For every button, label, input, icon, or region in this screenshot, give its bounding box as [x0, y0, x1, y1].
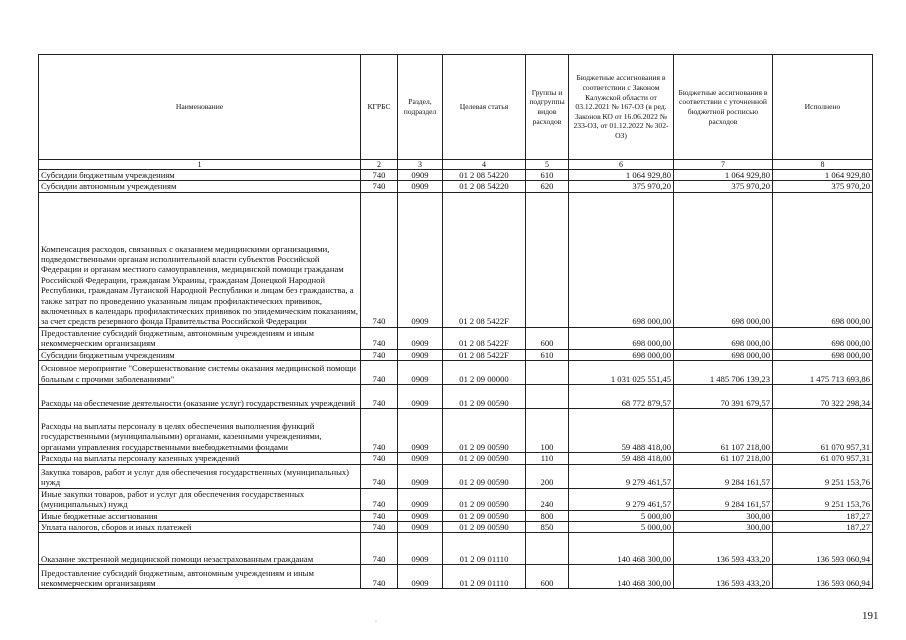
- row-ispolneno: 9 251 153,76: [773, 488, 873, 510]
- row-name: Иные бюджетные ассигнования: [39, 510, 361, 521]
- row-cel: 01 2 09 00590: [443, 385, 526, 409]
- row-budget-law: 9 279 461,57: [569, 488, 674, 510]
- table-row: [39, 409, 873, 453]
- row-name: Расходы на выплаты персоналу в целях обеспечения выполнения функций государственными (муниципальными) органами, казенными учреждениями, органами управления государственными внебюджетными фондами: [39, 409, 361, 453]
- row-razdel: 0909: [398, 565, 443, 589]
- row-ispolneno: 1 064 929,80: [773, 170, 873, 181]
- row-name: Закупка товаров, работ и услуг для обеспечения государственных (муниципальных) нужд: [39, 464, 361, 488]
- row-cel: 01 2 08 5422F: [443, 349, 526, 360]
- column-number: 4: [443, 160, 526, 170]
- table-row: [39, 488, 873, 510]
- row-ispolneno: 1 475 713 693,86: [773, 361, 873, 385]
- row-budget-law: 68 772 879,57: [569, 385, 674, 409]
- row-ispolneno: 70 322 298,34: [773, 385, 873, 409]
- row-kgrbs: 740: [361, 510, 398, 521]
- row-name: Уплата налогов, сборов и иных платежей: [39, 522, 361, 533]
- row-razdel: 0909: [398, 409, 443, 453]
- row-kgrbs: 740: [361, 453, 398, 464]
- row-kgrbs: 740: [361, 533, 398, 565]
- row-ispolneno: 698 000,00: [773, 192, 873, 327]
- row-kgrbs: 740: [361, 409, 398, 453]
- table-row: [39, 510, 873, 521]
- row-vr: 240: [526, 488, 569, 510]
- row-budget-law: 1 064 929,80: [569, 170, 674, 181]
- row-vr: 610: [526, 349, 569, 360]
- table-row: [39, 192, 873, 327]
- row-budget-utoch: 1 485 706 139,23: [674, 361, 773, 385]
- row-name: Иные закупки товаров, работ и услуг для обеспечения государственных (муниципальных) нужд: [39, 488, 361, 510]
- row-name: Расходы на выплаты персоналу казенных учреждений: [39, 453, 361, 464]
- row-budget-utoch: 61 107 218,00: [674, 453, 773, 464]
- row-ispolneno: 136 593 060,94: [773, 565, 873, 589]
- column-number: 3: [398, 160, 443, 170]
- row-name: Предоставление субсидий бюджетным, автономным учреждениям и иным некоммерческим организациям: [39, 565, 361, 589]
- row-budget-utoch: 61 107 218,00: [674, 409, 773, 453]
- row-budget-law: 1 031 025 551,45: [569, 361, 674, 385]
- row-budget-law: 698 000,00: [569, 327, 674, 349]
- row-ispolneno: 375 970,20: [773, 181, 873, 192]
- row-name: Субсидии бюджетным учреждениям: [39, 170, 361, 181]
- table-row: [39, 533, 873, 565]
- row-vr: 800: [526, 510, 569, 521]
- row-cel: 01 2 09 01110: [443, 533, 526, 565]
- row-name: Компенсация расходов, связанных с оказанием медицинскими организациями, подведомственными органам исполнительной власти субъектов Российской Федерации и органам местного самоуправления, медицинской помощи гражданам Российской Федерации, гражданам Украины, гражданам Донецкой Народной Республики, гражданам Луганской Народной Республики и лицам без гражданства, а также затрат по проведению указанным лицам профилактических прививок, включенных в календарь профилактических прививок по эпидемическим показаниям, за счет средств резервного фонда Правительства Российской Федерации: [39, 192, 361, 327]
- column-number-row: [39, 160, 873, 170]
- header-ispolneno: Исполнено: [773, 55, 873, 160]
- row-vr: 850: [526, 522, 569, 533]
- row-ispolneno: 136 593 060,94: [773, 533, 873, 565]
- row-kgrbs: 740: [361, 464, 398, 488]
- row-name: Субсидии бюджетным учреждениям: [39, 349, 361, 360]
- row-ispolneno: 187,27: [773, 522, 873, 533]
- table-row: [39, 327, 873, 349]
- row-kgrbs: 740: [361, 349, 398, 360]
- header-name: Наименование: [39, 55, 361, 160]
- row-cel: 01 2 08 54220: [443, 170, 526, 181]
- row-budget-law: 59 488 418,00: [569, 409, 674, 453]
- table-row: [39, 361, 873, 385]
- row-budget-law: 5 000,00: [569, 510, 674, 521]
- row-cel: 01 2 08 54220: [443, 181, 526, 192]
- row-razdel: 0909: [398, 533, 443, 565]
- header-row: [39, 55, 873, 160]
- table-row: [39, 385, 873, 409]
- row-name: Предоставление субсидий бюджетным, автономным учреждениям и иным некоммерческим организациям: [39, 327, 361, 349]
- table-row: [39, 453, 873, 464]
- row-budget-law: 59 488 418,00: [569, 453, 674, 464]
- row-kgrbs: 740: [361, 361, 398, 385]
- row-razdel: 0909: [398, 192, 443, 327]
- column-number: 2: [361, 160, 398, 170]
- row-razdel: 0909: [398, 385, 443, 409]
- row-cel: 01 2 09 00590: [443, 464, 526, 488]
- row-budget-utoch: 698 000,00: [674, 349, 773, 360]
- row-razdel: 0909: [398, 170, 443, 181]
- row-budget-law: 698 000,00: [569, 192, 674, 327]
- row-budget-utoch: 1 064 929,80: [674, 170, 773, 181]
- table-row: [39, 181, 873, 192]
- row-razdel: 0909: [398, 361, 443, 385]
- table-row: [39, 464, 873, 488]
- table-row: [39, 170, 873, 181]
- row-cel: 01 2 09 00590: [443, 488, 526, 510]
- row-razdel: 0909: [398, 464, 443, 488]
- row-name: Оказание экстренной медицинской помощи незастрахованным гражданам: [39, 533, 361, 565]
- header-razdel: Раздел, подраздел: [398, 55, 443, 160]
- row-ispolneno: 698 000,00: [773, 349, 873, 360]
- row-kgrbs: 740: [361, 522, 398, 533]
- header-kgrbs: КГРБС: [361, 55, 398, 160]
- row-kgrbs: 740: [361, 170, 398, 181]
- scan-mark: ·: [375, 619, 377, 625]
- row-budget-law: 698 000,00: [569, 349, 674, 360]
- row-name: Расходы на обеспечение деятельности (оказание услуг) государственных учреждений: [39, 385, 361, 409]
- row-ispolneno: 61 070 957,31: [773, 409, 873, 453]
- row-budget-utoch: 9 284 161,57: [674, 464, 773, 488]
- row-vr: 610: [526, 170, 569, 181]
- row-vr: 600: [526, 327, 569, 349]
- row-razdel: 0909: [398, 327, 443, 349]
- column-number: 1: [39, 160, 361, 170]
- header-cel: Целевая статья: [443, 55, 526, 160]
- column-number: 6: [569, 160, 674, 170]
- row-cel: 01 2 08 5422F: [443, 192, 526, 327]
- row-razdel: 0909: [398, 522, 443, 533]
- row-vr: 600: [526, 565, 569, 589]
- row-vr: 110: [526, 453, 569, 464]
- row-budget-law: 140 468 300,00: [569, 565, 674, 589]
- row-vr: 200: [526, 464, 569, 488]
- row-budget-law: 5 000,00: [569, 522, 674, 533]
- row-cel: 01 2 09 00590: [443, 522, 526, 533]
- row-kgrbs: 740: [361, 327, 398, 349]
- row-razdel: 0909: [398, 453, 443, 464]
- row-budget-utoch: 136 593 433,20: [674, 565, 773, 589]
- row-name: Субсидии автономным учреждениям: [39, 181, 361, 192]
- row-budget-law: 9 279 461,57: [569, 464, 674, 488]
- column-number: 5: [526, 160, 569, 170]
- row-name: Основное мероприятие "Совершенствование системы оказания медицинской помощи больным с прочими заболеваниями": [39, 361, 361, 385]
- row-budget-utoch: 136 593 433,20: [674, 533, 773, 565]
- row-cel: 01 2 09 00590: [443, 409, 526, 453]
- row-razdel: 0909: [398, 488, 443, 510]
- table-row: [39, 349, 873, 360]
- page-number: 191: [862, 610, 879, 622]
- row-ispolneno: 698 000,00: [773, 327, 873, 349]
- row-budget-utoch: 9 284 161,57: [674, 488, 773, 510]
- row-vr: 100: [526, 409, 569, 453]
- row-kgrbs: 740: [361, 192, 398, 327]
- header-budget-law: Бюджетные ассигнования в соответствии с Законом Калужской области от 03.12.2021 № 167-ОЗ (в ред. Законов КО от 16.06.2022 № 233-ОЗ, от 01.12.2022 № 302-ОЗ): [569, 55, 674, 160]
- row-cel: 01 2 09 00000: [443, 361, 526, 385]
- row-budget-utoch: 70 391 679,57: [674, 385, 773, 409]
- row-kgrbs: 740: [361, 565, 398, 589]
- column-number: 8: [773, 160, 873, 170]
- row-razdel: 0909: [398, 510, 443, 521]
- row-ispolneno: 9 251 153,76: [773, 464, 873, 488]
- row-cel: 01 2 09 01110: [443, 565, 526, 589]
- budget-table: [38, 54, 873, 589]
- row-budget-utoch: 375 970,20: [674, 181, 773, 192]
- row-cel: 01 2 08 5422F: [443, 327, 526, 349]
- row-vr: [526, 361, 569, 385]
- row-budget-utoch: 698 000,00: [674, 192, 773, 327]
- table-body: [39, 170, 873, 589]
- row-budget-utoch: 300,00: [674, 522, 773, 533]
- row-budget-law: 140 468 300,00: [569, 533, 674, 565]
- row-cel: 01 2 09 00590: [443, 453, 526, 464]
- row-vr: [526, 385, 569, 409]
- row-vr: [526, 533, 569, 565]
- row-vr: 620: [526, 181, 569, 192]
- row-kgrbs: 740: [361, 488, 398, 510]
- row-razdel: 0909: [398, 181, 443, 192]
- header-budget-utoch: Бюджетные ассигнования в соответствии с уточненной бюджетной росписью расходов: [674, 55, 773, 160]
- row-cel: 01 2 09 00590: [443, 510, 526, 521]
- header-gruppy: Группы и подгруппы видов расходов: [526, 55, 569, 160]
- row-budget-utoch: 698 000,00: [674, 327, 773, 349]
- row-kgrbs: 740: [361, 181, 398, 192]
- table-row: [39, 522, 873, 533]
- row-ispolneno: 187,27: [773, 510, 873, 521]
- row-kgrbs: 740: [361, 385, 398, 409]
- column-number: 7: [674, 160, 773, 170]
- row-vr: [526, 192, 569, 327]
- row-razdel: 0909: [398, 349, 443, 360]
- table-row: [39, 565, 873, 589]
- row-budget-law: 375 970,20: [569, 181, 674, 192]
- row-budget-utoch: 300,00: [674, 510, 773, 521]
- row-ispolneno: 61 070 957,31: [773, 453, 873, 464]
